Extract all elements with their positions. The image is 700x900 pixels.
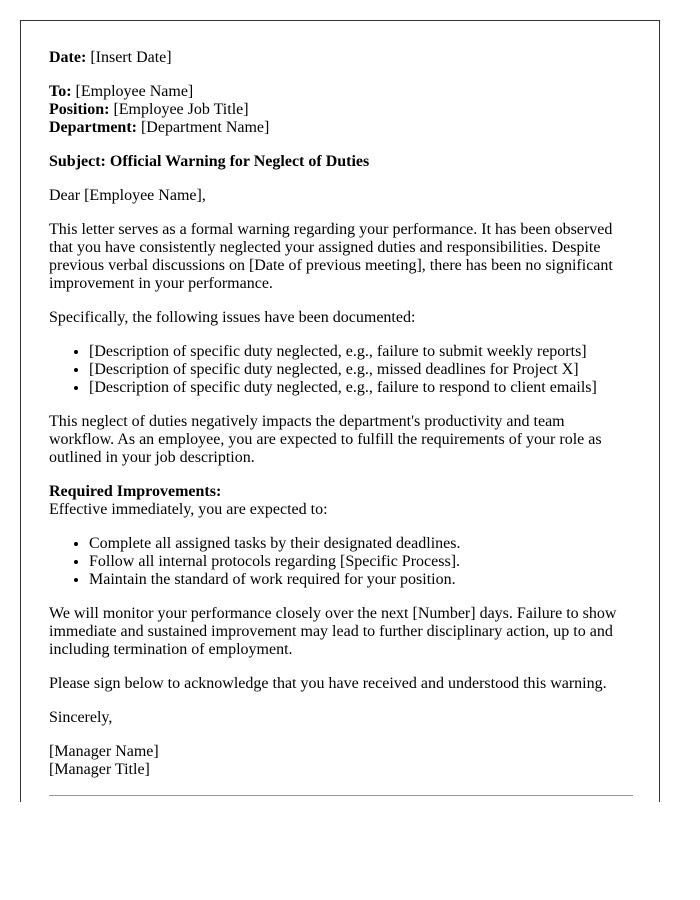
improvements-list (49, 535, 633, 589)
position-line (49, 101, 633, 119)
improvements-intro: Effective immediately, you are expected to: (49, 501, 328, 518)
signature-divider (49, 795, 633, 796)
date-value: [Insert Date] (90, 49, 172, 66)
issues-list (49, 343, 633, 397)
acknowledgement-text: Please sign below to acknowledge that you have received and understood this warning. (49, 675, 607, 692)
warning-letter (49, 49, 633, 795)
issue-item: • [Description of specific duty neglected, e.g., missed deadlines for Project X] (89, 361, 633, 379)
issue-item: • [Description of specific duty neglected, e.g., failure to submit weekly reports] (89, 343, 633, 361)
to-value: [Employee Name] (75, 83, 194, 100)
issues-intro: Specifically, the following issues have been documented: (49, 309, 416, 326)
position-value: [Employee Job Title] (113, 101, 249, 118)
department-value: [Department Name] (140, 119, 270, 136)
paragraph-observation: This letter serves as a formal warning regarding your performance. It has been observed that you have consistently neglected your assigned duties and responsibilities. Despite previous verbal discussions on [Date of previous meeting], there has been no significant improvement in your performance. (49, 221, 613, 292)
date-label: Date: (49, 49, 87, 66)
paragraph-impact: This neglect of duties negatively impacts the department's productivity and team workflow. As an employee, you are expected to fulfill the requirements of your role as outlined in your job description. (49, 413, 602, 466)
date-line (49, 49, 633, 67)
department-line (49, 119, 633, 137)
issue-item: • [Description of specific duty neglected, e.g., failure to respond to client emails] (89, 379, 633, 397)
position-label: Position: (49, 101, 110, 118)
improvements-block (49, 483, 633, 519)
to-line (49, 83, 633, 101)
signature-block (49, 743, 633, 779)
improvement-item: • Complete all assigned tasks by their designated deadlines. (89, 535, 633, 553)
manager-name: [Manager Name] (49, 743, 159, 760)
to-label: To: (49, 83, 72, 100)
recipient-block (49, 83, 633, 137)
improvements-heading: Required Improvements: (49, 483, 222, 500)
salutation: Dear [Employee Name], (49, 187, 206, 204)
improvement-item: • Maintain the standard of work required for your position. (89, 571, 633, 589)
paragraph-monitoring: We will monitor your performance closely over the next [Number] days. Failure to show immediate and sustained improvement may lead to further disciplinary action, up to and including termination of employment. (49, 605, 617, 658)
subject-line: Subject: Official Warning for Neglect of Duties (49, 153, 370, 170)
closing: Sincerely, (49, 709, 113, 726)
improvement-item: • Follow all internal protocols regarding [Specific Process]. (89, 553, 633, 571)
manager-title: [Manager Title] (49, 761, 150, 778)
department-label: Department: (49, 119, 137, 136)
